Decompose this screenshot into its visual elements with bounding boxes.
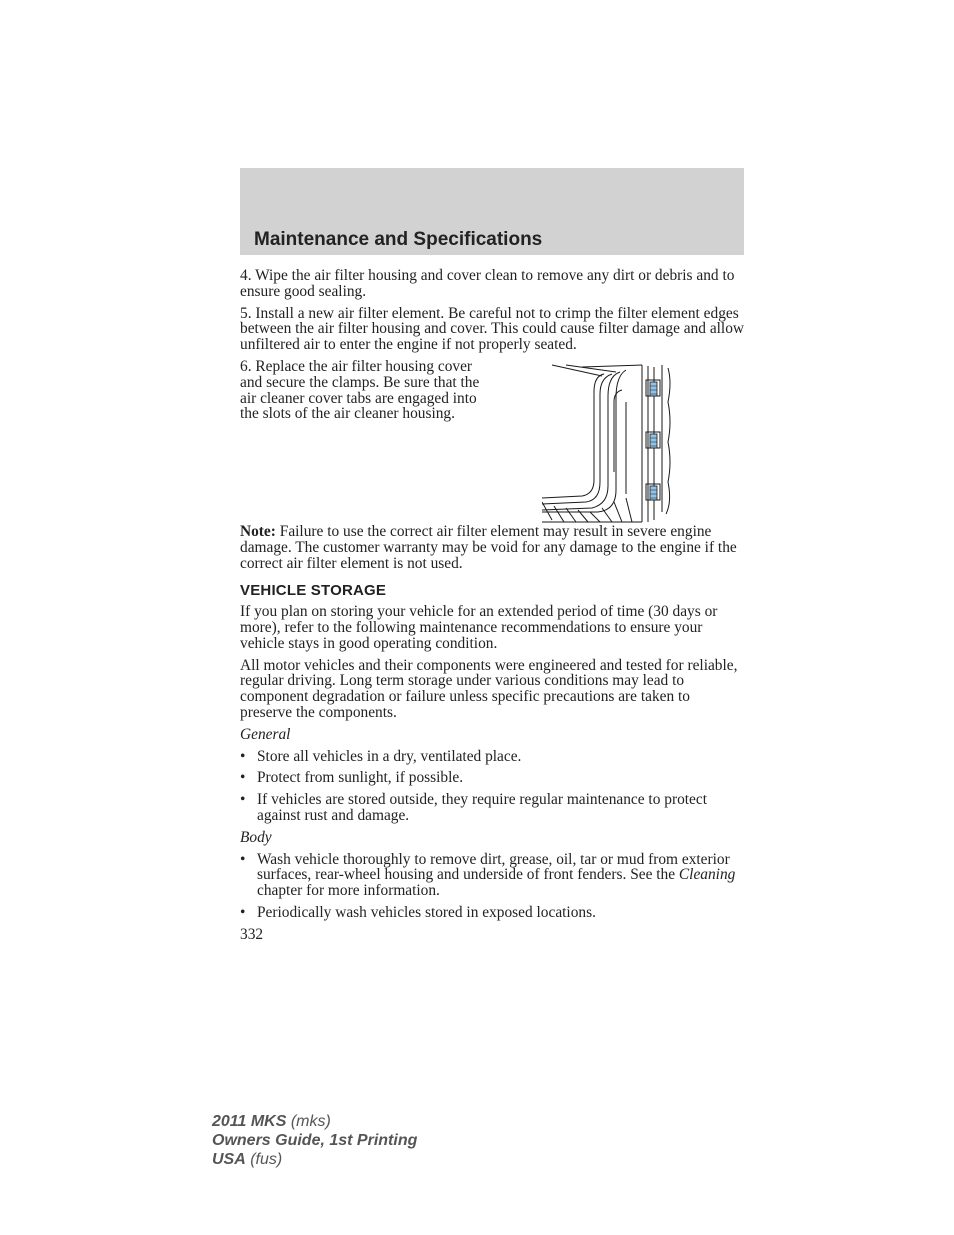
footer-model-code: (mks) bbox=[286, 1113, 331, 1130]
list-item: • Store all vehicles in a dry, ventilated place. bbox=[240, 747, 522, 765]
vehicle-storage-heading: VEHICLE STORAGE bbox=[240, 582, 387, 600]
footer-guide: Owners Guide, 1st Printing bbox=[212, 1132, 418, 1149]
bullet: • bbox=[240, 769, 246, 787]
storage-paragraph-2: All motor vehicles and their components were engineered and tested for reliable, regular driving. Long term storage under various conditions may lead to component degradation or failure unless specific precautions are taken to preserve the components. bbox=[240, 656, 738, 721]
note-paragraph bbox=[240, 524, 744, 571]
footer-region: USA bbox=[212, 1151, 246, 1168]
air-filter-housing-illustration bbox=[542, 362, 682, 524]
step-5: 5. Install a new air filter element. Be careful not to crimp the filter element edges between the air filter housing and cover. This could cause filter damage and allow unfiltered air to enter the engine if not properly seated. bbox=[240, 304, 745, 354]
page-content bbox=[240, 268, 744, 943]
section-header-band bbox=[240, 168, 744, 255]
bullet: • bbox=[240, 850, 246, 868]
section-title: Maintenance and Specifications bbox=[254, 229, 543, 250]
step-6-row bbox=[240, 359, 744, 524]
cleaning-chapter-reference: Cleaning bbox=[678, 866, 736, 884]
step-4: 4. Wipe the air filter housing and cover clean to remove any dirt or debris and to ensure good sealing. bbox=[240, 267, 735, 300]
footer-region-code: (fus) bbox=[245, 1151, 283, 1168]
page-number: 332 bbox=[240, 925, 264, 943]
step-6: 6. Replace the air filter housing cover and secure the clamps. Be sure that the air cleaner cover tabs are engaged into the slots of the air cleaner housing. bbox=[240, 357, 480, 423]
list-item: • Protect from sunlight, if possible. bbox=[240, 769, 464, 787]
body-list bbox=[240, 852, 744, 921]
list-item: • If vehicles are stored outside, they require regular maintenance to protect against rust and damage. bbox=[240, 791, 707, 824]
note-text: Failure to use the correct air filter element may result in severe engine damage. The customer warranty may be void for any damage to the engine if the correct air filter element is not used. bbox=[240, 522, 737, 572]
storage-paragraph-1: If you plan on storing your vehicle for an extended period of time (30 days or more), refer to the following maintenance recommendations to ensure your vehicle stays in good operating condition. bbox=[240, 603, 718, 652]
list-item: • Wash vehicle thoroughly to remove dirt, grease, oil, tar or mud from exterior surfaces, rear-wheel housing and underside of front fenders. See the Cleaning chapter for more information. bbox=[240, 850, 736, 900]
list-item: • Periodically wash vehicles stored in exposed locations. bbox=[240, 903, 596, 921]
body-subheading: Body bbox=[240, 828, 272, 846]
bullet: • bbox=[240, 747, 246, 765]
note-label: Note: bbox=[240, 522, 276, 540]
general-list bbox=[240, 749, 744, 824]
bullet: • bbox=[240, 791, 246, 809]
document-footer bbox=[212, 1112, 417, 1169]
general-subheading: General bbox=[240, 725, 291, 743]
footer-model: 2011 MKS bbox=[212, 1113, 287, 1130]
bullet: • bbox=[240, 903, 246, 921]
